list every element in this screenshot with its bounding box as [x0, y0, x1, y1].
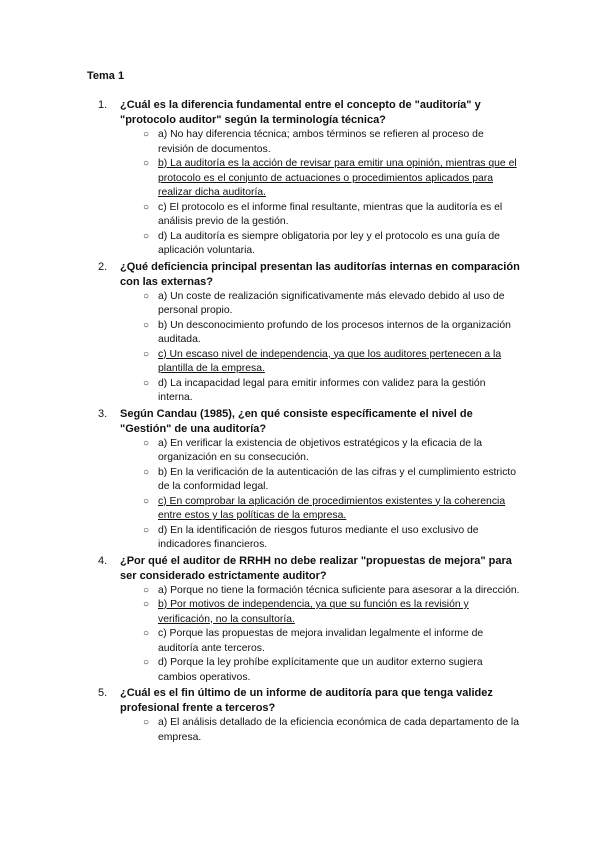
circle-bullet-icon: ○ [143, 158, 150, 169]
answer-option [143, 319, 520, 348]
circle-bullet-icon: ○ [143, 657, 150, 668]
answer-option [143, 584, 520, 599]
circle-bullet-icon: ○ [143, 584, 150, 596]
question-item [100, 98, 520, 259]
answer-option-text: b) La auditoría es la acción de revisar para emitir una opinión, mientras que el protocolo es el conjunto de actuaciones o procedimientos aplicados para realizar dicha auditoría. [158, 158, 517, 198]
answer-option-text: a) No hay diferencia técnica; ambos términos se refieren al proceso de revisión de documentos. [158, 129, 484, 155]
answer-option-text: d) La incapacidad legal para emitir informes con validez para la gestión interna. [158, 377, 486, 403]
question-text: Según Candau (1985), ¿en qué consiste específicamente el nivel de "Gestión" de una auditoría? [120, 407, 473, 435]
circle-bullet-icon: ○ [143, 290, 150, 302]
question-item [100, 260, 520, 406]
answer-option [143, 656, 520, 685]
question-text: ¿Cuál es la diferencia fundamental entre el concepto de "auditoría" y "protocolo auditor" según la terminología técnica? [120, 99, 481, 126]
question-number: 3. [98, 407, 108, 420]
circle-bullet-icon: ○ [143, 524, 150, 536]
answer-option [143, 437, 520, 466]
circle-bullet-icon: ○ [143, 230, 150, 242]
answer-option-text: a) En verificar la existencia de objetivos estratégicos y la eficacia de la organización en su consecución. [158, 437, 483, 463]
circle-bullet-icon: ○ [143, 717, 150, 728]
question-number: 5. [98, 687, 108, 699]
answer-option-text: d) En la identificación de riesgos futuros mediante el uso exclusivo de indicadores financieros. [158, 524, 479, 550]
circle-bullet-icon: ○ [143, 466, 150, 478]
question-text: ¿Cuál es el fin último de un informe de auditoría para que tenga validez profesional frente a terceros? [120, 687, 493, 714]
answer-option-correct [143, 495, 520, 524]
circle-bullet-icon: ○ [143, 495, 150, 507]
answer-options [100, 290, 520, 406]
answer-option [143, 524, 520, 553]
answer-option-text: a) Un coste de realización significativamente más elevado debido al uso de personal propio. [158, 290, 505, 316]
answer-option [143, 627, 520, 656]
question-text: ¿Qué deficiencia principal presentan las auditorías internas en comparación con las externas? [120, 260, 520, 288]
answer-options [100, 128, 520, 259]
circle-bullet-icon: ○ [143, 201, 150, 213]
answer-option-correct [143, 157, 520, 201]
answer-option-text: c) En comprobar la aplicación de procedimientos existentes y la coherencia entre estos y las políticas de la empresa. [158, 495, 506, 521]
question-number: 2. [98, 260, 108, 273]
question-list [100, 98, 520, 746]
answer-option [143, 716, 520, 745]
answer-option [143, 290, 520, 319]
answer-options [100, 584, 520, 686]
answer-option-text: a) Porque no tiene la formación técnica suficiente para asesorar a la dirección. [158, 584, 520, 596]
answer-option [143, 230, 520, 259]
circle-bullet-icon: ○ [143, 377, 150, 389]
answer-option-text: c) Un escaso nivel de independencia, ya que los auditores pertenecen a la plantilla de la empresa. [158, 348, 502, 374]
answer-option-text: b) En la verificación de la autenticación de las cifras y el cumplimiento estricto de la conformidad legal. [158, 466, 517, 492]
circle-bullet-icon: ○ [143, 437, 150, 449]
answer-option-text: d) La auditoría es siempre obligatoria por ley y el protocolo es una guía de aplicación voluntaria. [158, 230, 500, 256]
answer-option [143, 128, 520, 157]
circle-bullet-icon: ○ [143, 319, 150, 331]
answer-option [143, 201, 520, 230]
answer-option-text: b) Por motivos de independencia, ya que su función es la revisión y verificación, no la consultoría. [158, 599, 469, 625]
question-item [100, 686, 520, 745]
circle-bullet-icon: ○ [143, 348, 150, 360]
circle-bullet-icon: ○ [143, 129, 150, 140]
answer-option-correct [143, 348, 520, 377]
page-title: Tema 1 [87, 70, 125, 82]
circle-bullet-icon: ○ [143, 628, 150, 639]
answer-option-text: d) Porque la ley prohíbe explícitamente que un auditor externo sugiera cambios operativos. [158, 657, 483, 683]
answer-option-text: b) Un desconocimiento profundo de los procesos internos de la organización auditada. [158, 319, 511, 345]
question-number: 1. [98, 99, 108, 111]
answer-option [143, 377, 520, 406]
answer-options [100, 437, 520, 553]
answer-option-text: c) El protocolo es el informe final resultante, mientras que la auditoría es el análisis previo de la gestión. [158, 201, 503, 227]
answer-option [143, 466, 520, 495]
answer-option-text: a) El análisis detallado de la eficiencia económica de cada departamento de la empresa. [158, 717, 520, 743]
answer-options [100, 716, 520, 745]
answer-option-correct [143, 598, 520, 627]
question-text: ¿Por qué el auditor de RRHH no debe realizar "propuestas de mejora" para ser considerado estrictamente auditor? [120, 554, 512, 582]
circle-bullet-icon: ○ [143, 599, 150, 610]
answer-option-text: c) Porque las propuestas de mejora invalidan legalmente el informe de auditoría ante terceros. [158, 628, 484, 654]
question-item [100, 554, 520, 686]
question-number: 4. [98, 554, 108, 567]
question-item [100, 407, 520, 553]
